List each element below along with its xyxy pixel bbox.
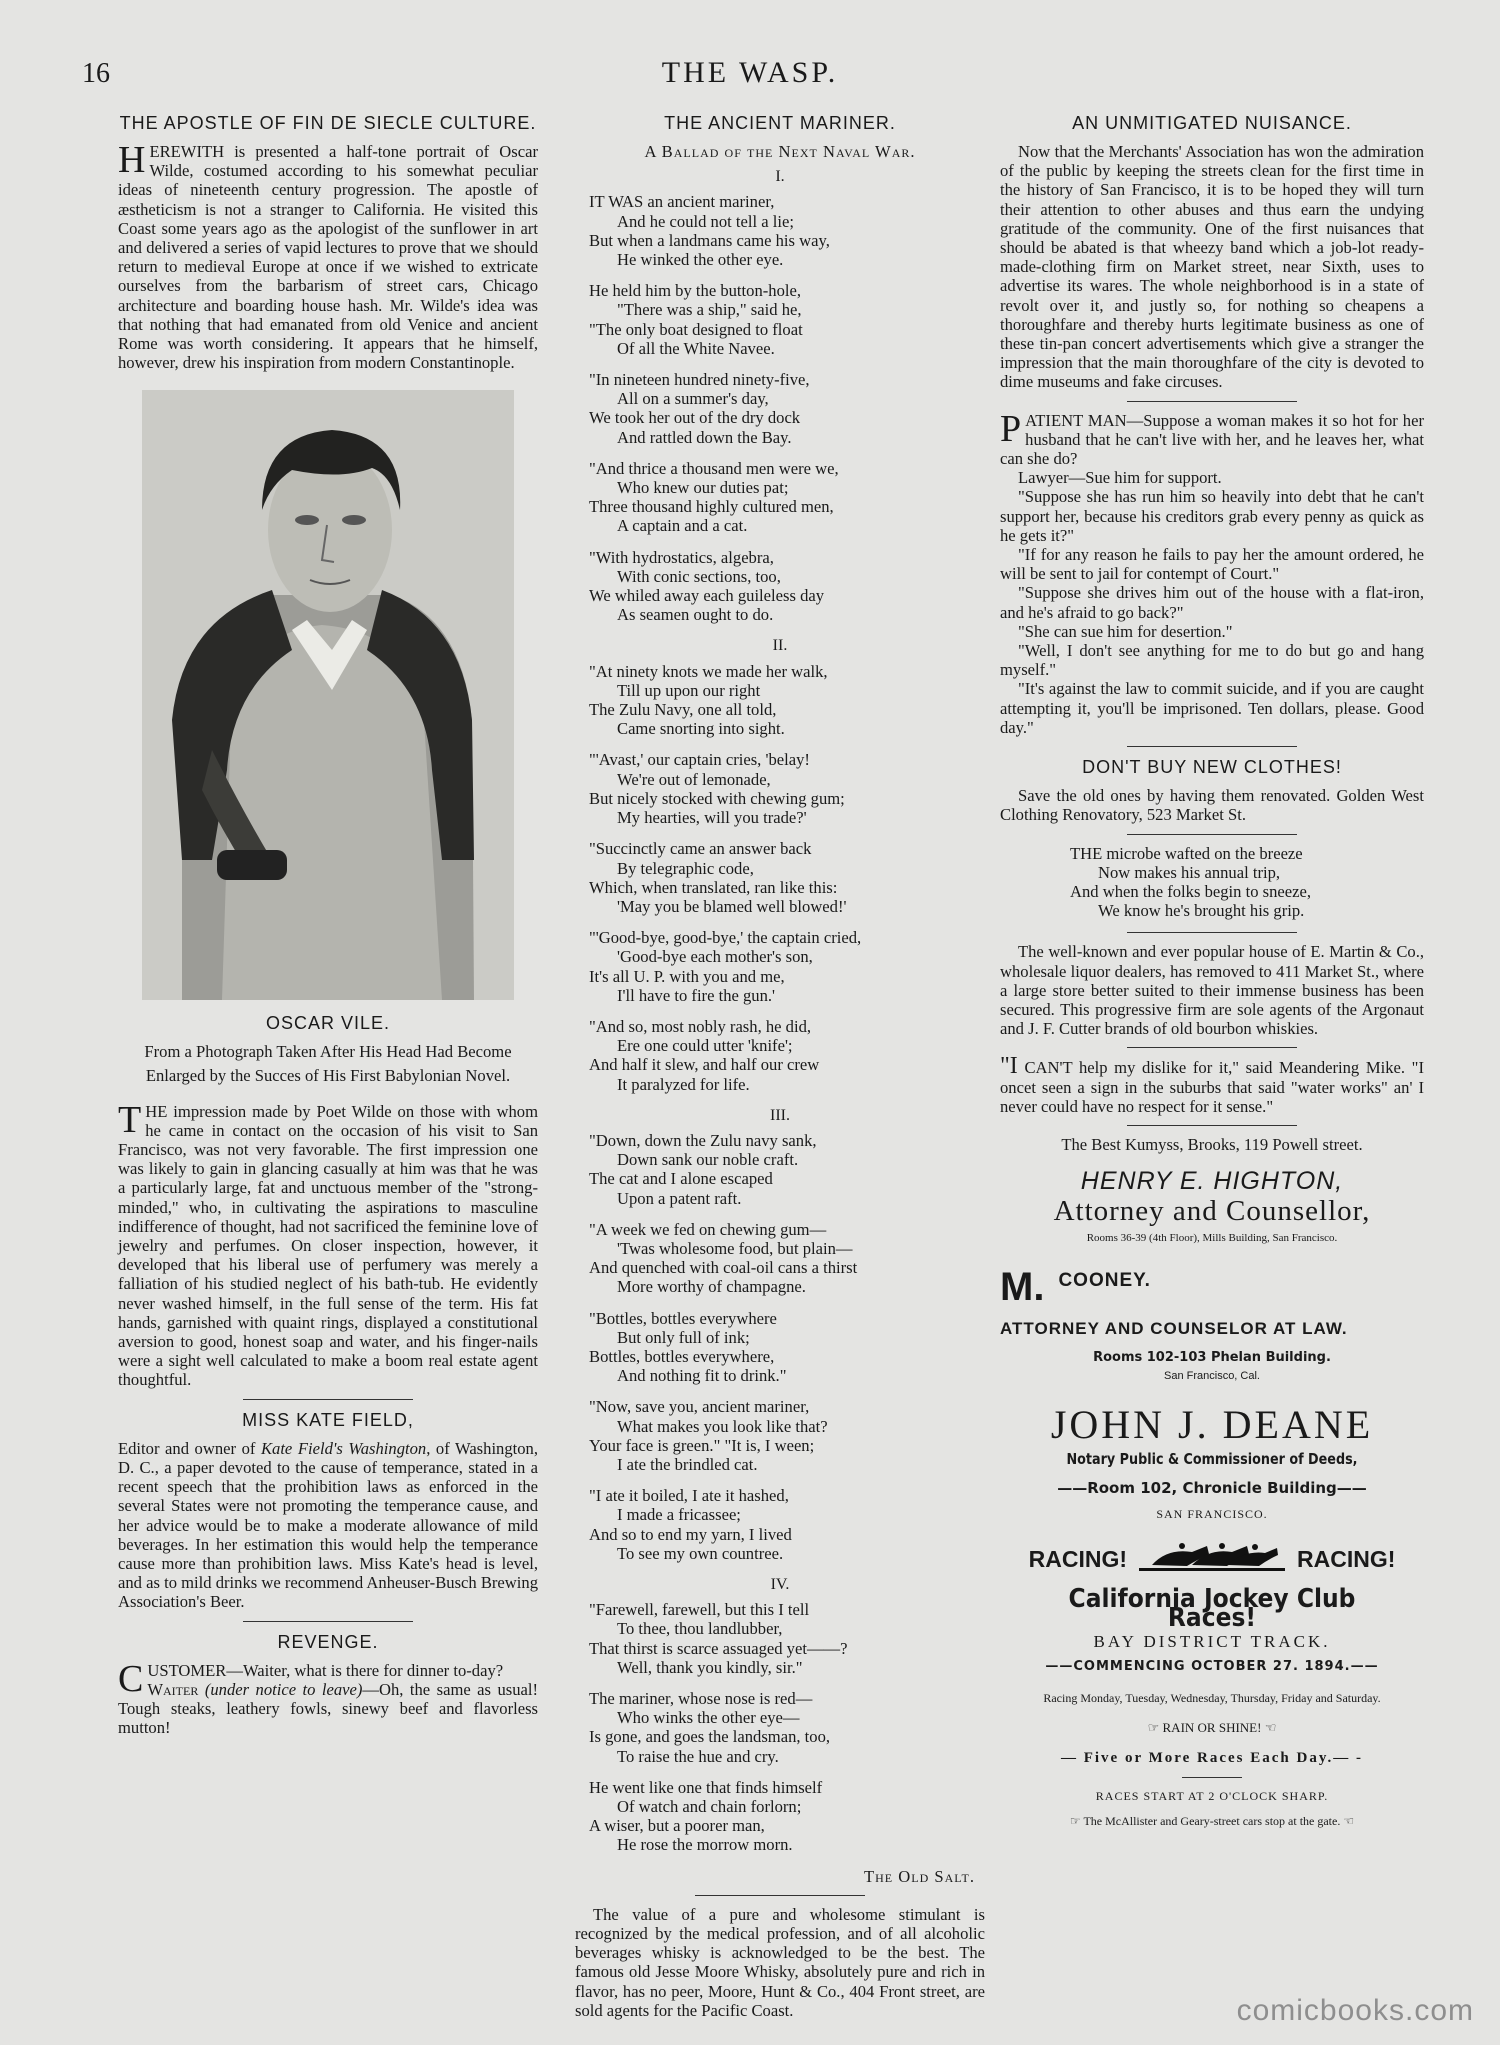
poem-line: And quenched with coal-oil cans a thirst [589,1258,858,1278]
photo-caption: From a Photograph Taken After His Head Had Become Enlarged by the Succes of His First Babylonian Novel. [144,1041,512,1085]
poem-line: To raise the hue and cry. [617,1746,779,1766]
poem-line: He rose the morrow morn. [617,1835,793,1855]
poem-line: 'Twas wholesome food, but plain— [617,1238,853,1258]
poem-line: Is gone, and goes the landsman, too, [589,1727,831,1747]
article-apostle-body: HEREWITH is presented a half-tone portrait of Oscar Wilde, costumed according to his somewhat peculiar ideas of nineteenth century progression. The apostle of æstheticism is not a stranger to California. He visited this Coast some years ago as the apologist of the sunflower in art and delivered a series of vapid lectures to prove that we should return to medieval Europe at once if we wished to extricate ourselves from the barbarism of street cars, Chicago architecture and boarding house hash. Mr. Wilde's idea was that nothing that had emanated from old Venice and ancient Rome was worth considering. It appears that he himself, however, drew his inspiration from modern Constantinople. [118,139,538,373]
poem-line: "And thrice a thousand men were we, [589,458,839,478]
divider [1127,1047,1297,1048]
poem-line: Of all the White Navee. [617,338,775,358]
poem-line: IT WAS an ancient mariner, [589,192,775,212]
dialogue-line: "If for any reason he fails to pay her the amount ordered, he will be sent to jail for contempt of Court." [1000,545,1424,584]
poem-title: THE ANCIENT MARINER. [664,113,896,133]
portrait-photo [142,390,514,1000]
divider [1127,746,1297,747]
dialogue-line: "She can sue him for desertion." [1018,621,1233,641]
poem-line: "There was a ship," said he, [617,300,802,320]
pointing-hand-icon: ☜ [1340,1814,1355,1829]
poem-line: "Now, save you, ancient mariner, [589,1397,810,1417]
divider [1127,1125,1297,1126]
poem-line: "Bottles, bottles everywhere [589,1308,777,1328]
poem-line: That thirst is scarce assuaged yet——? [589,1638,848,1658]
poem-line: To see my own countree. [617,1543,784,1563]
poem-line: Ere one could utter 'knife'; [617,1036,793,1056]
clothes-ad-body: Save the old ones by having them renovated. Golden West Clothing Renovatory, 523 Market St. [1000,786,1424,825]
poem-line: "In nineteen hundred ninety-five, [589,370,810,390]
poem-stanza [589,1309,985,1386]
photo-caption-title: OSCAR VILE. [265,1013,391,1034]
poem-stanza [589,548,985,625]
poem-stanza [589,1131,985,1208]
poem-line: As seamen ought to do. [617,605,774,625]
poem-line: "At ninety knots we made her walk, [589,661,828,681]
article-title-nuisance: AN UNMITIGATED NUISANCE. [1072,113,1352,133]
poem-line: "A week we fed on chewing gum— [589,1219,827,1239]
poem-line: I made a fricassee; [617,1505,741,1525]
divider [243,1399,413,1400]
ad-racing: RACING! RACING! California Jockey Club Races! BAY DISTRICT TRACK. ——COMMENCING OCTOBER 27. 1894.—— Racing Monday, Tuesday, Wednesday, Thursday, Friday and Saturday. ☞ RAIN OR SHINE! ☜ — Five or More Races Each Day.— - RACES START AT 2 O'CLOCK SHARP. ☞ The McAllister and Geary-street cars stop at the gate. ☜ [1000,1540,1424,1832]
poem-line: All on a summer's day, [617,389,769,409]
poem-line: He went like one that finds himself [589,1777,823,1797]
ad-deane: JOHN J. DEANE Notary Public & Commissioner of Deeds, ——Room 102, Chronicle Building—— SAN FRANCISCO. [1050,1402,1374,1521]
divider [695,1895,865,1896]
poem-stanza [589,662,985,739]
racehorse-icon [1137,1540,1287,1580]
dialogue-text: ATIENT MAN—Suppose a woman makes it so hot for her husband that he can't live with her, and he leaves her, what can she do? [1000,410,1424,469]
poem-line: It's all U. P. with you and me, [589,966,785,986]
poem-line: By telegraphic code, [617,858,754,878]
poem-stanza [589,1600,985,1677]
poem-line: Who winks the other eye— [617,1708,800,1728]
pointing-hand-icon: ☞ [1069,1814,1084,1829]
pointing-hand-icon: ☜ [1261,1719,1277,1735]
poem-line: Bottles, bottles everywhere, [589,1346,775,1366]
clothes-ad-title: DON'T BUY NEW CLOTHES! [1082,757,1342,778]
article-nuisance-body: Now that the Merchants' Association has won the admiration of the public by keeping the streets clean for the first time in the history of San Francisco, it is to be hoped they will turn their attention to other abuses and thus earn the undying gratitude of the community. One of the first nuisances that should be abated is that wheezy band which a job-lot ready-made-clothing firm on Market street, near Sixth, uses to advertise its wares. The whole neighborhood is in a state of revolt over it, and justly so, for nothing so cheapens a thoroughfare and thereby hurts legitimate business as one of these tin-pan concert advertisements which give a stranger the impression that the main thoroughfare of the city is devoted to dime museums and fake circuses. [1000,142,1424,392]
ad-highton: HENRY E. HIGHTON, Attorney and Counsellor, Rooms 36-39 (4th Floor), Mills Building, San Francisco. [1053,1167,1371,1245]
poem-line: The mariner, whose nose is red— [589,1689,813,1709]
column-left [118,108,538,1737]
poem-line: "The only boat designed to float [589,319,803,339]
poem-line: We took her out of the dry dock [589,408,801,428]
poem-line: "'Good-bye, good-bye,' the captain cried, [589,928,862,948]
poem-line: And so to end my yarn, I lived [589,1524,792,1544]
poem-line: Your face is green." "It is, I ween; [589,1435,815,1455]
drop-cap: P [1000,407,1022,450]
poem-line: I'll have to fire the gun.' [617,985,776,1005]
poem-line: Came snorting into sight. [617,719,785,739]
poem-subtitle: A Ballad of the Next Naval War. [644,142,916,161]
portrait-illustration [142,390,514,1000]
poem-line: Which, when translated, ran like this: [589,877,838,897]
article-revenge-body: CUSTOMER—Waiter, what is there for dinner to-day? Waiter (under notice to leave)—Oh, the same as usual! Tough steaks, leathery fowls, sinewy beef and flavorless mutton! [118,1657,539,1738]
ad-cooney: M. COONEY. ATTORNEY AND COUNSELOR AT LAW. Rooms 102-103 Phelan Building. San Francisco, Cal. [1000,1264,1348,1382]
poem-line: What makes you look like that? [617,1416,828,1436]
poem-line: We're out of lemonade, [617,769,771,789]
patient-man-dialogue [1000,407,1424,737]
divider [1127,401,1297,402]
article-kate-body: Editor and owner of Kate Field's Washington, of Washington, D. C., a paper devoted to the cause of temperance, stated in a recent speech that the prohibition laws as enforced in the several States were not promoting the temperance cause, and her advice would be to make a moderate allowance of mild beverages. In her estimation this would help the temperance cause more than prohibition laws. Miss Kate's head is level, and as to mild drinks we recommend Anheuser-Busch Brewing Association's Beer. [118,1438,538,1612]
dialogue-line: "Suppose she has run him so heavily into debt that he can't support her, because his creditors grab every penny as quick as he gets it?" [1000,487,1424,545]
poem-body [575,167,985,1854]
poem-line: But when a landmans came his way, [589,230,830,250]
pointing-hand-icon: ☞ [1147,1719,1163,1735]
microbe-verse: THE microbe wafted on the breeze Now makes his annual trip, And when the folks begin to sneeze, We know he's brought his grip. [1070,843,1312,921]
column-right [1000,108,1424,1831]
poem-line: A captain and a cat. [617,516,748,536]
poem-line: 'May you be blamed well blowed!' [617,896,847,916]
poem-line: "With hydrostatics, algebra, [589,547,774,567]
poem-line: My hearties, will you trade?' [617,808,807,828]
divider [1127,834,1297,835]
article-title-revenge: REVENGE. [277,1631,379,1652]
poem-line: Who knew our duties pat; [617,478,789,498]
poem-part-numeral: III. [770,1106,790,1124]
martin-notice: The well-known and ever popular house of E. Martin & Co., wholesale liquor dealers, has removed to 411 Market St., where a large store better suited to their immense business has been secured. This progressive firm are sole agents of the Argonaut and J. F. Cutter brands of old bourbon whiskies. [1000,942,1424,1039]
poem-line: 'Good-bye each mother's son, [617,947,813,967]
poem-part-numeral: II. [772,637,788,655]
poem-line: The cat and I alone escaped [589,1169,773,1189]
poem-stanza [589,1689,985,1766]
poem-line: Upon a patent raft. [617,1188,742,1208]
poem-line: Three thousand highly cultured men, [589,497,834,517]
poem-part-numeral: IV. [770,1576,790,1593]
poem-stanza [589,459,985,536]
poem-signature: The Old Salt. [863,1866,975,1886]
poem-line: But only full of ink; [617,1327,750,1347]
poem-line: It paralyzed for life. [617,1074,750,1094]
dialogue-line [1000,407,1424,469]
meandering-mike-joke: "I CAN'T help my dislike for it," said Meandering Mike. "I oncet seen a sign in the suburbs that said "water works" an' I never could have no respect for it sense." [1000,1053,1424,1116]
article-title-kate-field: MISS KATE FIELD, [242,1409,414,1430]
poem-stanza [589,1017,985,1094]
racing-label-right: RACING! [1297,1546,1396,1573]
poem-line: And rattled down the Bay. [617,427,792,447]
poem-stanza [589,1486,985,1563]
dialogue-line: "Suppose she drives him out of the house with a flat-iron, and he's afraid to go back?" [1000,583,1424,622]
moore-whisky-notice: The value of a pure and wholesome stimulant is recognized by the medical profession, and of all alcoholic beverages whisky is acknowledged to be the best. The famous old Jesse Moore Whisky, absolutely pure and rich in flavor, has no peer, Moore, Hunt & Co., 404 Front street, are sold agents for the Pacific Coast. [575,1904,985,2020]
poem-stanza [589,750,985,827]
poem-stanza [589,1778,985,1855]
poem-line: To thee, thou landlubber, [617,1619,783,1639]
poem-line: "Farewell, farewell, but this I tell [589,1600,810,1620]
page-number: 16 [82,58,110,89]
poem-stanza [589,281,985,358]
poem-line: "And so, most nobly rash, he did, [589,1016,812,1036]
poem-line: "Succinctly came an answer back [589,839,812,859]
poem-line: And he could not tell a lie; [617,211,794,231]
watermark: comicbooks.com [1236,1994,1474,2027]
poem-stanza [589,370,985,447]
poem-stanza [589,192,985,269]
divider [1182,1777,1242,1778]
kumyss-notice: The Best Kumyss, Brooks, 119 Powell street. [1061,1134,1363,1154]
poem-line: He winked the other eye. [617,250,784,270]
poem-stanza [589,1220,985,1297]
poem-line: "I ate it boiled, I ate it hashed, [589,1486,789,1506]
poem-line: Well, thank you kindly, sir." [617,1657,803,1677]
poem-line: Till up upon our right [617,680,761,700]
poem-line: "'Avast,' our captain cries, 'belay! [589,750,810,770]
poem-part-numeral: I. [775,168,785,186]
column-middle [575,108,985,2020]
poem-line: "Down, down the Zulu navy sank, [589,1130,817,1150]
poem-stanza [589,928,985,1005]
masthead: THE WASP. [661,56,839,89]
dialogue-line: Lawyer—Sue him for support. [1018,468,1222,488]
article-title-apostle: THE APOSTLE OF FIN DE SIECLE CULTURE. [119,113,537,133]
poem-line: With conic sections, too, [617,566,781,586]
poem-line: And nothing fit to drink." [617,1366,787,1386]
poem-line: We whiled away each guileless day [589,586,825,606]
poem-line: He held him by the button-hole, [589,281,801,301]
poem-line: The Zulu Navy, one all told, [589,700,777,720]
poem-line: Of watch and chain forlorn; [617,1797,802,1817]
poem-line: A wiser, but a poorer man, [589,1816,765,1836]
racing-label-left: RACING! [1028,1546,1127,1573]
poem-stanza [589,1397,985,1474]
poem-line: But nicely stocked with chewing gum; [589,788,845,808]
poem-line: More worthy of champagne. [617,1277,806,1297]
poem-line: Down sank our noble craft. [617,1150,799,1170]
article-impression-body: THE impression made by Poet Wilde on those with whom he came in contact on the occasion of his visit to San Francisco, was not very favorable. The first impression one was likely to gain in glancing casually at him was that he was a particularly large, fat and unctuous member of the "strong-minded," who, in cultivating the aspirations to masculine indifference of thought, had not sacrificed the feminine love of jewelry and perfumes. On closer inspection, however, it developed that his liberal use of perfumery was merely a falliation of his studied neglect of his bath-tub. He evidently never washed himself, in the full sense of the term. His fat hands, garnished with quaint rings, displayed a constitutional aversion to good, honest soap and water, and his finger-nails were a sight well calculated to make a boom real estate agent thoughtful. [118,1098,538,1390]
dialogue-line: "Well, I don't see anything for me to do but go and hang myself." [1000,641,1424,680]
divider [243,1621,413,1622]
dialogue-line: "It's against the law to commit suicide, and if you are caught attempting it, you'll be imprisoned. Ten dollars, please. Good day." [1000,679,1424,737]
divider [1127,932,1297,933]
poem-line: I ate the brindled cat. [617,1454,758,1474]
poem-line: And half it slew, and half our crew [589,1055,820,1075]
poem-stanza [589,839,985,916]
